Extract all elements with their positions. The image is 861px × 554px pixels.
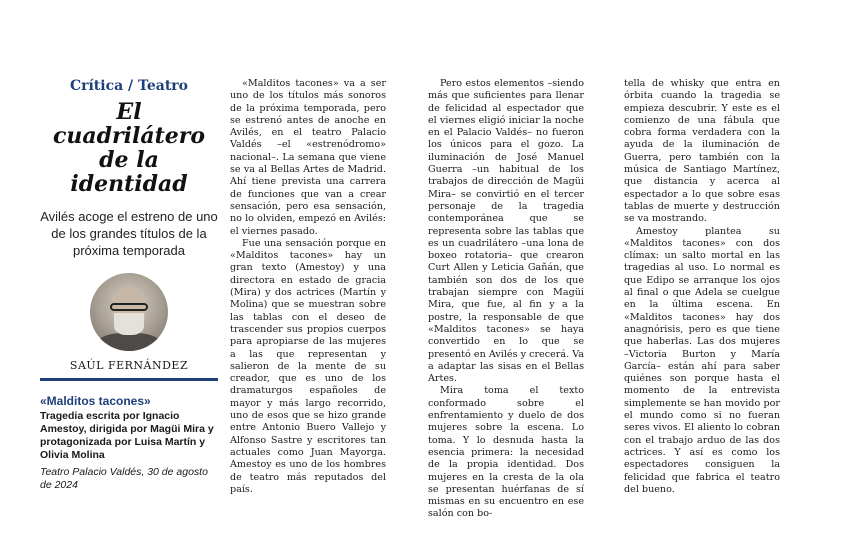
play-title: «Malditos tacones» bbox=[40, 394, 151, 408]
play-info-box bbox=[40, 395, 218, 492]
subheadline: Avilés acoge el estreno de uno de los grandes títulos de la próxima temporada bbox=[40, 209, 218, 258]
photo-body-shape bbox=[96, 333, 162, 351]
article-column-3 bbox=[624, 78, 780, 496]
paragraph: Amestoy plantea su «Malditos tacones» con dos clímax: un salto mortal en las tragedias al uso. Lo normal es que Edipo se arranque los ojos al final o que Adela se cuelgue en la última escena. En «Malditos tacones» hay dos anagnórisis, pero es que tiene que haberlas. Las dos mujeres –Victoria Burton y María García– están ahí para saber quiénes son porque hasta el momento de la entrevista simplemente se han movido por el mundo como si no fueran seres vivos. El aliento lo cobran con el trabajo arduo de las dos actrices. Y así es como los espectadores consiguen la felicidad que fabrica el teatro del bueno. bbox=[624, 225, 780, 495]
photo-glasses-shape bbox=[110, 303, 148, 311]
photo-beard-shape bbox=[114, 313, 144, 335]
paragraph: tella de whisky que entra en órbita cuando la tragedia se empieza descubrir. Y este es el comienzo de una fábula que cobra forma verdadera con la ayuda de la iluminación de Guerra, pero también con la música de Santiago Martínez, que distancia y acerca al espectador a lo que sobre esas tablas de muerte y destrucción se va mostrando. bbox=[624, 78, 780, 225]
paragraph: Fue una sensación porque en «Malditos tacones» hay un gran texto (Amestoy) y una directora en estado de gracia (Mira) y dos actrices (Martín y Molina) que se muestran sobre las tablas con el deseo de trascender sus propios cuerpos para apropiarse de las mujeres a las que representan y salieron de la mente de su creador, que es uno de los dramaturgos españoles de mayor y más largo recorrido, uno de esos que se hizo grande entre Antonio Buero Vallejo y Alfonso Sastre y escritores tan actuales como Juan Mayorga. Amestoy es uno de los hombres de teatro más reputados del país. bbox=[230, 237, 386, 495]
article-sidebar bbox=[40, 78, 218, 492]
headline-line-2: de la identidad bbox=[70, 147, 188, 197]
headline bbox=[40, 100, 218, 196]
paragraph: Pero estos elementos –siendo más que suficientes para llenar de felicidad al espectador que el viernes eligió iniciar la noche en el Palacio Valdés– no fueron los únicos para el gozo. La iluminación de José Manuel Guerra –un habitual de los trabajos de dirección de Magüi Mira– se convirtió en el tercer personaje de la tragedia contemporánea que se representa sobre las tablas que es un cuadrilátero –una lona de boxeo rotatoria– que crearon Curt Allen y Leticia Gañán, que también son dos de los que trabajan siempre con Magüi Mira, que fue, al fin y a la postre, la responsable de que «Malditos tacones» se haya convertido en lo que se presentó en Avilés y crecerá. Va a adaptar las sisas en el Bellas Artes. bbox=[428, 78, 584, 385]
play-venue: Teatro Palacio Valdés, 30 de agosto de 2024 bbox=[40, 466, 208, 491]
paragraph: Mira toma el texto conformado sobre el enfrentamiento y duelo de dos mujeres sobre la escena. Lo toma. Y lo desnuda hasta la esencia primera: la necesidad de la propia identidad. Dos mujeres en la cresta de la ola se presentan huérfanas de sí mismas en su encuentro en ese salón con bo- bbox=[428, 385, 584, 520]
headline-line-1: El cuadrilátero bbox=[52, 99, 205, 149]
article-column-1 bbox=[230, 78, 386, 496]
play-credits: Tragedia escrita por Ignacio Amestoy, dirigida por Magüi Mira y protagonizada por Luisa Martín y Olivia Molina bbox=[40, 410, 214, 461]
author-photo bbox=[90, 273, 168, 351]
article-column-2 bbox=[428, 78, 584, 521]
paragraph: «Malditos tacones» va a ser uno de los títulos más sonoros de la próxima temporada, pero se estrenó antes de anoche en Avilés, en el teatro Palacio Valdés –el «estrenódromo» nacional–. La semana que viene se va al Bellas Artes de Madrid. Ahí tiene prevista una carrera de funciones que van a crear sensación, pero esa sensación, no lo olviden, empezó en Avilés: el viernes pasado. bbox=[230, 78, 386, 237]
author-byline: SAÚL FERNÁNDEZ bbox=[40, 359, 218, 381]
section-label: Crítica / Teatro bbox=[69, 78, 189, 94]
